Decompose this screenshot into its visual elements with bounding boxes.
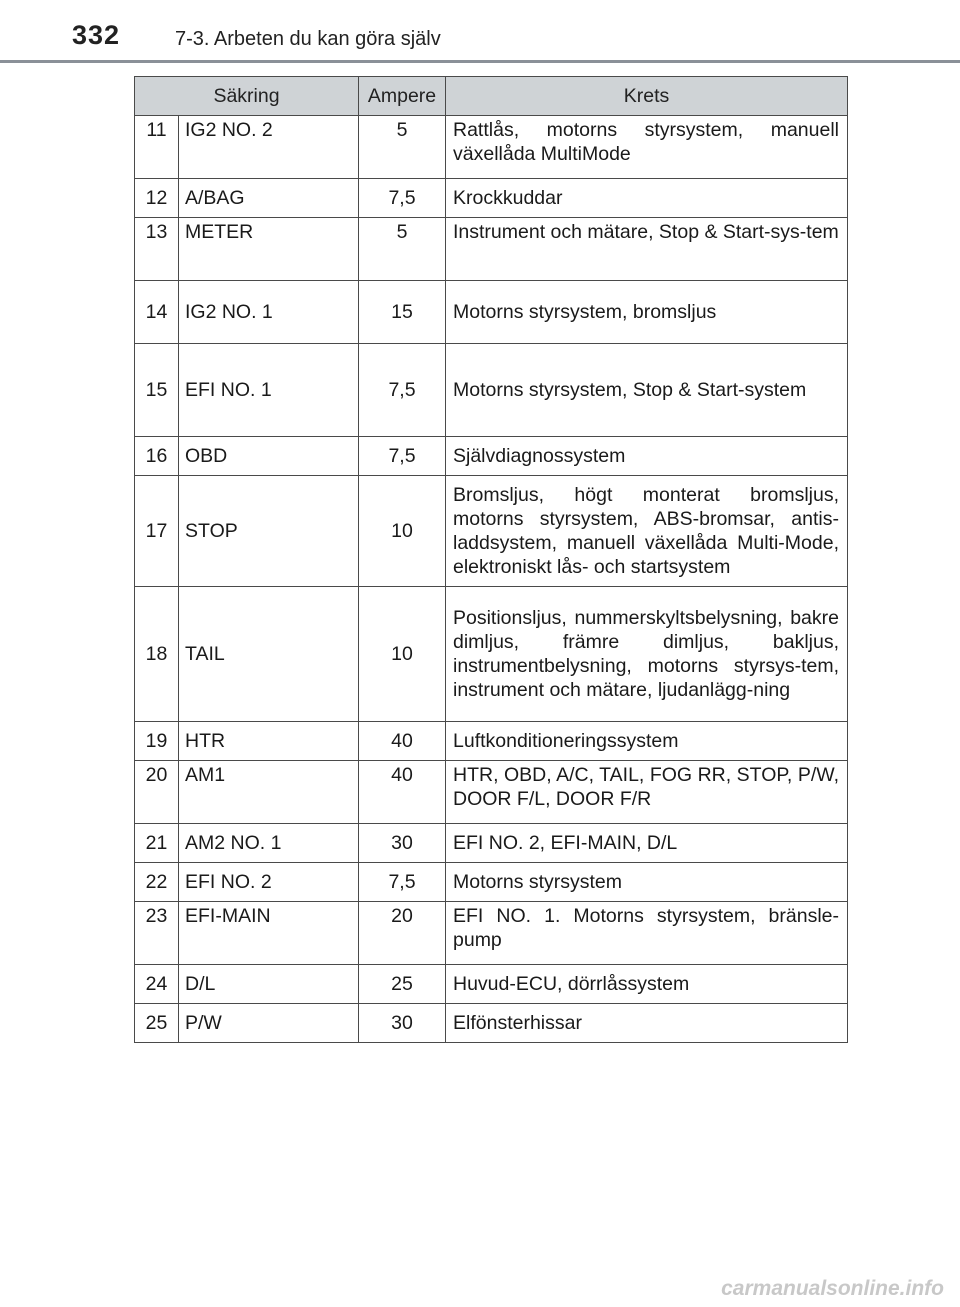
table-row bbox=[135, 281, 848, 344]
fuse-ampere: 10 bbox=[359, 587, 446, 722]
table-row bbox=[135, 344, 848, 437]
fuse-name: OBD bbox=[179, 437, 359, 476]
fuse-ampere: 7,5 bbox=[359, 437, 446, 476]
fuse-circuit: Rattlås, motorns styrsystem, manuell växellåda MultiMode bbox=[446, 116, 848, 179]
table-row bbox=[135, 965, 848, 1004]
fuse-number: 20 bbox=[135, 761, 179, 824]
fuse-ampere: 25 bbox=[359, 965, 446, 1004]
table-row bbox=[135, 116, 848, 179]
section-title: 7-3. Arbeten du kan göra själv bbox=[175, 28, 441, 50]
table-row bbox=[135, 761, 848, 824]
fuse-name: P/W bbox=[179, 1004, 359, 1043]
fuse-ampere: 30 bbox=[359, 824, 446, 863]
fuse-circuit: Positionsljus, nummerskyltsbelysning, bakre dimljus, främre dimljus, bakljus, instrumentbelysning, motorns styrsys-tem, instrument och mätare, ljudanlägg-ning bbox=[446, 587, 848, 722]
table-row bbox=[135, 1004, 848, 1043]
column-header-ampere: Ampere bbox=[359, 77, 446, 116]
fuse-name: IG2 NO. 2 bbox=[179, 116, 359, 179]
table-row bbox=[135, 587, 848, 722]
fuse-ampere: 7,5 bbox=[359, 863, 446, 902]
fuse-circuit: Luftkonditioneringssystem bbox=[446, 722, 848, 761]
fuse-number: 15 bbox=[135, 344, 179, 437]
fuse-ampere: 10 bbox=[359, 476, 446, 587]
fuse-circuit: Motorns styrsystem, bromsljus bbox=[446, 281, 848, 344]
table-row bbox=[135, 824, 848, 863]
fuse-number: 19 bbox=[135, 722, 179, 761]
table-row bbox=[135, 902, 848, 965]
column-header-fuse: Säkring bbox=[135, 77, 359, 116]
fuse-number: 24 bbox=[135, 965, 179, 1004]
fuse-name: STOP bbox=[179, 476, 359, 587]
fuse-name: AM1 bbox=[179, 761, 359, 824]
fuse-circuit: Instrument och mätare, Stop & Start-sys-tem bbox=[446, 218, 848, 281]
page-number: 332 bbox=[72, 20, 121, 50]
fuse-table bbox=[134, 76, 848, 1043]
fuse-number: 17 bbox=[135, 476, 179, 587]
fuse-circuit: Motorns styrsystem, Stop & Start-system bbox=[446, 344, 848, 437]
table-row bbox=[135, 476, 848, 587]
fuse-circuit: Självdiagnossystem bbox=[446, 437, 848, 476]
page-header bbox=[0, 0, 960, 64]
fuse-number: 23 bbox=[135, 902, 179, 965]
fuse-number: 22 bbox=[135, 863, 179, 902]
fuse-ampere: 7,5 bbox=[359, 179, 446, 218]
fuse-number: 11 bbox=[135, 116, 179, 179]
fuse-name: EFI-MAIN bbox=[179, 902, 359, 965]
fuse-number: 13 bbox=[135, 218, 179, 281]
fuse-number: 18 bbox=[135, 587, 179, 722]
fuse-ampere: 7,5 bbox=[359, 344, 446, 437]
fuse-ampere: 20 bbox=[359, 902, 446, 965]
fuse-name: TAIL bbox=[179, 587, 359, 722]
fuse-circuit: EFI NO. 2, EFI-MAIN, D/L bbox=[446, 824, 848, 863]
table-row bbox=[135, 722, 848, 761]
header-rule bbox=[0, 60, 960, 63]
fuse-number: 25 bbox=[135, 1004, 179, 1043]
table-row bbox=[135, 179, 848, 218]
fuse-ampere: 40 bbox=[359, 761, 446, 824]
fuse-circuit: Elfönsterhissar bbox=[446, 1004, 848, 1043]
column-header-circuit: Krets bbox=[446, 77, 848, 116]
fuse-number: 16 bbox=[135, 437, 179, 476]
fuse-name: A/BAG bbox=[179, 179, 359, 218]
fuse-number: 21 bbox=[135, 824, 179, 863]
fuse-name: HTR bbox=[179, 722, 359, 761]
fuse-circuit: EFI NO. 1. Motorns styrsystem, bränsle-pump bbox=[446, 902, 848, 965]
fuse-ampere: 40 bbox=[359, 722, 446, 761]
fuse-name: EFI NO. 1 bbox=[179, 344, 359, 437]
fuse-circuit: Krockkuddar bbox=[446, 179, 848, 218]
fuse-number: 12 bbox=[135, 179, 179, 218]
fuse-circuit: HTR, OBD, A/C, TAIL, FOG RR, STOP, P/W, DOOR F/L, DOOR F/R bbox=[446, 761, 848, 824]
table-row bbox=[135, 863, 848, 902]
fuse-ampere: 30 bbox=[359, 1004, 446, 1043]
watermark-text: carmanualsonline.info bbox=[721, 1277, 944, 1300]
fuse-name: D/L bbox=[179, 965, 359, 1004]
table-header-row bbox=[135, 77, 848, 116]
fuse-ampere: 5 bbox=[359, 116, 446, 179]
fuse-circuit: Huvud-ECU, dörrlåssystem bbox=[446, 965, 848, 1004]
fuse-ampere: 5 bbox=[359, 218, 446, 281]
fuse-number: 14 bbox=[135, 281, 179, 344]
fuse-name: IG2 NO. 1 bbox=[179, 281, 359, 344]
fuse-circuit: Bromsljus, högt monterat bromsljus, motorns styrsystem, ABS-bromsar, antis-laddsystem, manuell växellåda Multi-Mode, elektroniskt lås- och startsystem bbox=[446, 476, 848, 587]
watermark-logo bbox=[686, 1273, 946, 1301]
fuse-ampere: 15 bbox=[359, 281, 446, 344]
table-row bbox=[135, 437, 848, 476]
fuse-name: AM2 NO. 1 bbox=[179, 824, 359, 863]
table-row bbox=[135, 218, 848, 281]
fuse-circuit: Motorns styrsystem bbox=[446, 863, 848, 902]
fuse-name: METER bbox=[179, 218, 359, 281]
fuse-name: EFI NO. 2 bbox=[179, 863, 359, 902]
